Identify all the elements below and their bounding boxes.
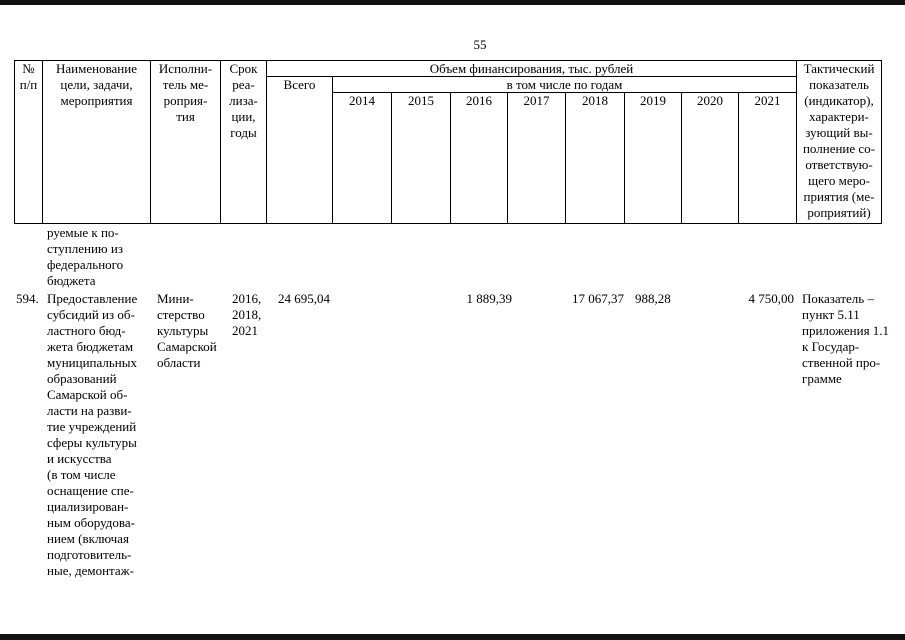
- header-number: № п/п: [15, 61, 43, 224]
- header-term: Срок реа- лиза- ции, годы: [221, 61, 267, 224]
- row-number: 594.: [16, 291, 39, 306]
- header-by-year: в том числе по годам: [333, 77, 797, 93]
- row-2018: 17 067,37: [572, 291, 624, 306]
- scan-border-bottom: [0, 634, 905, 640]
- row-2021: 4 750,00: [748, 291, 794, 306]
- continuation-text: руемые к по- ступлению из федерального бюджета: [47, 225, 124, 288]
- header-name: Наименование цели, задачи, мероприятия: [43, 61, 151, 224]
- header-year: 2021: [739, 93, 797, 224]
- row-2019: 988,28: [635, 291, 671, 306]
- header-executor: Исполни- тель ме- роприя- тия: [151, 61, 221, 224]
- row-name: Предоставление субсидий из об- ластного бюд- жета бюджетам муниципальных образований Самарской об- ласти на разви- тие учреждений сферы культуры и искусства (в том числе оснащение спе- циализирован- ным оборудова- нием (включая подготовитель- ные, демонтаж-: [47, 291, 138, 578]
- header-year: 2014: [333, 93, 392, 224]
- header-year: 2015: [392, 93, 451, 224]
- row-2016: 1 889,39: [466, 291, 512, 306]
- header-year: 2018: [566, 93, 625, 224]
- header-indicator: Тактический показатель (индикатор), характери- зующий вы- полнение со- ответствую- щего меро- приятия (ме- роприятий): [797, 61, 882, 224]
- row-executor: Мини- стерство культуры Самарской области: [157, 291, 217, 370]
- header-funding: Объем финансирования, тыс. рублей: [267, 61, 797, 77]
- header-year: 2016: [451, 93, 508, 224]
- page-number: 55: [473, 37, 487, 52]
- row-term: 2016, 2018, 2021: [232, 291, 262, 338]
- header-year: 2020: [682, 93, 739, 224]
- header-total: Всего: [267, 77, 333, 224]
- row-total: 24 695,04: [278, 291, 330, 306]
- scan-border-top: [0, 0, 905, 5]
- header-year: 2017: [508, 93, 566, 224]
- row-indicator: Показатель – пункт 5.11 приложения 1.1 к Государ- ственной про- грамме: [802, 291, 890, 386]
- funding-table-header: [14, 60, 882, 224]
- header-year: 2019: [625, 93, 682, 224]
